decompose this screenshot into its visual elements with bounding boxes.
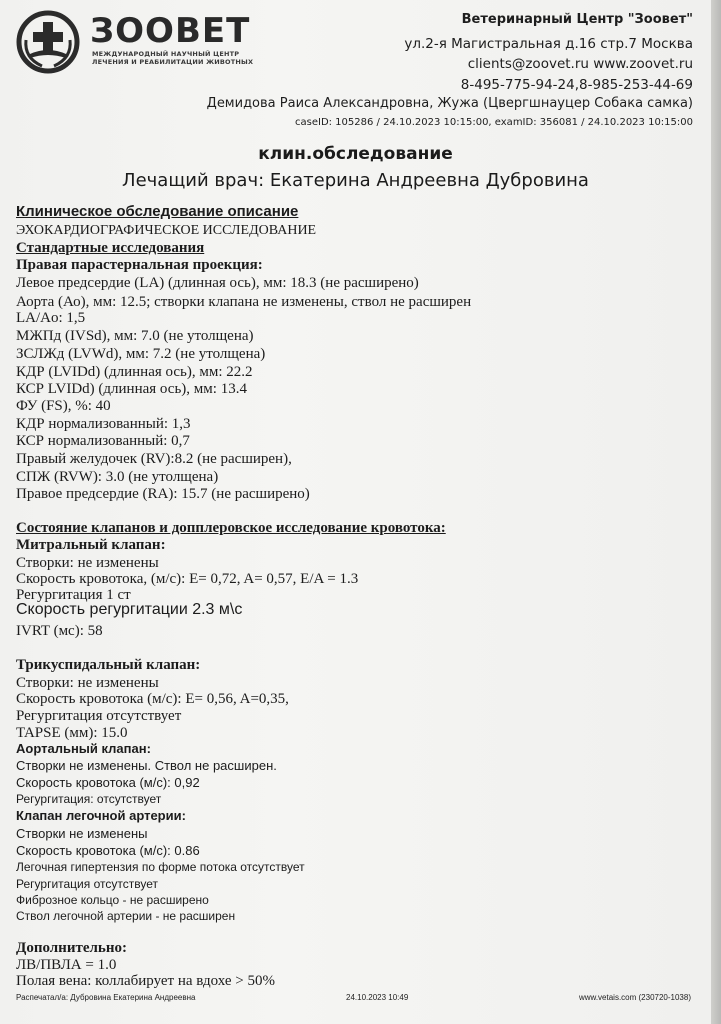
aortic-line: Створки не изменены. Ствол не расширен. <box>16 758 277 773</box>
measure-line: КСР нормализованный: 0,7 <box>16 433 190 449</box>
clinic-contacts: clients@zoovet.ru www.zoovet.ru <box>467 56 693 72</box>
aortic-title: Аортальный клапан: <box>16 741 151 756</box>
measure-line: СПЖ (RVW): 3.0 (не утолщена) <box>16 469 219 485</box>
measure-line: КДР нормализованный: 1,3 <box>16 416 191 432</box>
measure-line: МЖПд (IVSd), мм: 7.0 (не утолщена) <box>16 328 254 344</box>
mitral-title: Митральный клапан: <box>16 537 166 553</box>
additional-title: Дополнительно: <box>16 940 127 956</box>
measure-line: Левое предсердие (LA) (длинная ось), мм: 18.3 (не расширено) <box>16 275 419 291</box>
measure-line: Аорта (Ао), мм: 12.5; створки клапана не изменены, ствол не расширен <box>16 294 472 310</box>
pulmonary-line: Ствол легочной артерии - не расширен <box>16 909 236 923</box>
pulmonary-title: Клапан легочной артерии: <box>16 808 186 823</box>
tricuspid-title: Трикуспидальный клапан: <box>16 657 201 673</box>
additional-line: Полая вена: коллабирует на вдохе > 50% <box>16 973 276 989</box>
pulmonary-line: Легочная гипертензия по форме потока отсутствует <box>16 860 305 874</box>
additional-line: ЛВ/ПВЛА = 1.0 <box>16 957 117 973</box>
measure-line: ФУ (FS), %: 40 <box>16 398 111 414</box>
measure-line: LA/Ao: 1,5 <box>16 310 86 326</box>
pulmonary-line: Фиброзное кольцо - не расширено <box>16 893 209 907</box>
pulmonary-line: Регургитация отсутствует <box>16 877 158 891</box>
brand-subtitle <box>92 50 253 66</box>
brand-name: ЗООВЕТ <box>90 11 251 51</box>
mitral-line: Створки: не изменены <box>16 555 159 571</box>
standard-heading: Стандартные исследования <box>16 240 205 256</box>
zoovet-logo-icon <box>12 10 84 74</box>
clinic-name: Ветеринарный Центр "Зоовет" <box>461 12 693 27</box>
mitral-line: Регургитация 1 ст <box>16 587 131 603</box>
standard-subheading: Правая парастернальная проекция: <box>16 257 263 273</box>
measure-line: ЗСЛЖд (LVWd), мм: 7.2 (не утолщена) <box>16 346 266 362</box>
footer-printed-by: Распечатал/а: Дубровина Екатерина Андреевна <box>16 993 196 1002</box>
valves-heading: Состояние клапанов и допплеровское исследование кровотока: <box>16 520 446 536</box>
tricuspid-line: Регургитация отсутствует <box>16 708 182 724</box>
patient-info: Демидова Раиса Александровна, Жужа (Цвергшнауцер Собака самка) <box>206 96 693 111</box>
exam-type: ЭХОКАРДИОГРАФИЧЕСКОЕ ИССЛЕДОВАНИЕ <box>16 223 317 238</box>
tricuspid-line: TAPSE (мм): 15.0 <box>16 725 128 741</box>
pulmonary-line: Створки не изменены <box>16 826 148 841</box>
brand-subtitle-line-1: МЕЖДУНАРОДНЫЙ НАУЧНЫЙ ЦЕНТР <box>92 50 240 58</box>
page-title: клин.обследование <box>258 144 453 164</box>
mitral-line: Скорость кровотока, (м/с): E= 0,72, A= 0,57, E/A = 1.3 <box>16 571 359 587</box>
mitral-regurg-speed: Скорость регургитации 2.3 м\с <box>16 601 243 618</box>
doctor-line: Лечащий врач: Екатерина Андреевна Дубровина <box>122 170 589 191</box>
tricuspid-line: Створки: не изменены <box>16 675 159 691</box>
tricuspid-line: Скорость кровотока (м/с): E= 0,56, A=0,35, <box>16 691 289 707</box>
footer-software: www.vetais.com (230720-1038) <box>578 993 691 1002</box>
page-edge <box>711 0 721 1024</box>
mitral-ivrt: IVRT (мс): 58 <box>16 623 103 639</box>
aortic-line: Регургитация: отсутствует <box>16 792 162 806</box>
clinic-phones: 8-495-775-94-24,8-985-253-44-69 <box>460 77 693 93</box>
footer-date: 24.10.2023 10:49 <box>346 993 409 1002</box>
section-title: Клиническое обследование описание <box>16 203 299 220</box>
measure-line: КДР (LVIDd) (длинная ось), мм: 22.2 <box>16 364 253 380</box>
aortic-line: Скорость кровотока (м/с): 0,92 <box>16 775 200 790</box>
measure-line: Правый желудочек (RV):8.2 (не расширен), <box>16 451 292 467</box>
pulmonary-line: Скорость кровотока (м/с): 0.86 <box>16 843 200 858</box>
measure-line: Правое предсердие (RA): 15.7 (не расширено) <box>16 486 310 502</box>
clinic-address: ул.2-я Магистральная д.16 стр.7 Москва <box>404 36 693 52</box>
brand-subtitle-line-2: ЛЕЧЕНИЯ И РЕАБИЛИТАЦИИ ЖИВОТНЫХ <box>92 58 254 66</box>
case-ids: caseID: 105286 / 24.10.2023 10:15:00, examID: 356081 / 24.10.2023 10:15:00 <box>295 117 693 128</box>
measure-line: КСР LVIDd) (длинная ось), мм: 13.4 <box>16 381 247 397</box>
